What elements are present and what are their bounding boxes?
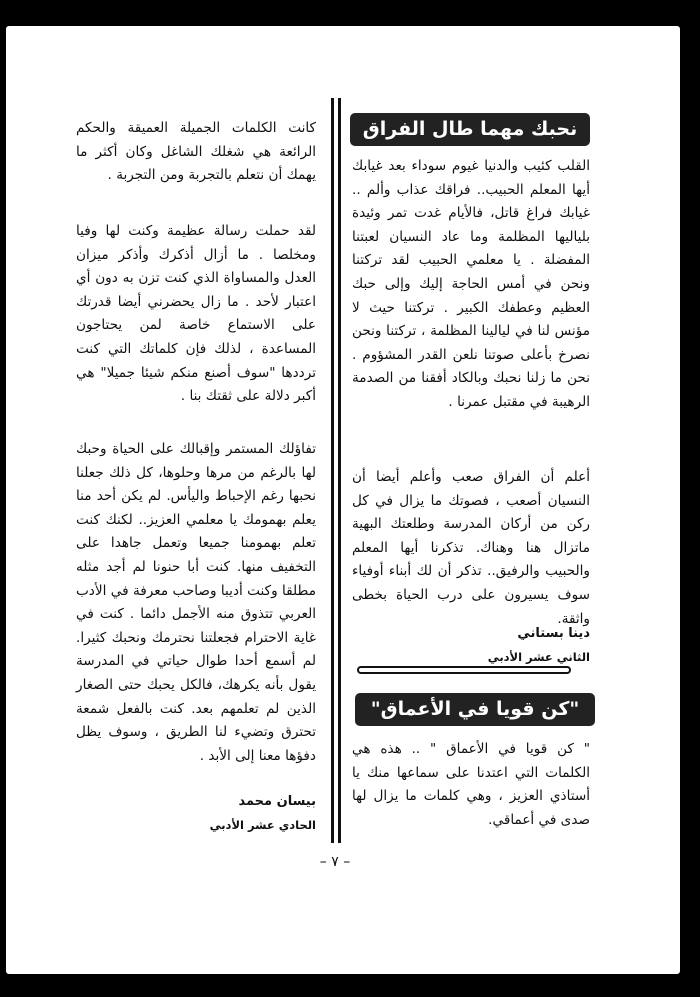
article-body [76, 117, 316, 188]
paragraph: لقد حملت رسالة عظيمة وكنت لها وفيا ومخلصا . ما أزال أذكرك وأذكر ميزان العدل والمساواة الذي كنت تزن به دون أي اعتبار لأحد . ما زال يحضرني أيضا قدرتك على الاستماع خاصة لمن يحتاجون المساعدة ، لذلك فإن كلماتك التي كنت ترددها "سوف أصنع منكم شيئا جميلا" هي أكبر دلالة على ثقتك بنا . [76, 223, 316, 405]
author-signature [352, 622, 590, 669]
article-body [76, 220, 316, 409]
section-divider [357, 666, 571, 674]
article-body [352, 738, 590, 832]
article-body [352, 155, 590, 415]
column-rule [331, 98, 334, 843]
paragraph: القلب كئيب والدنيا غيوم سوداء بعد غيابك أيها المعلم الحبيب.. فراقك عذاب وألم .. غيابك فراغ قاتل، فالأيام غدت تمر وئيدة بلياليها المظلمة وما عاد النسيان لعبتنا المفضلة . يا معلمي الحبيب لقد تركتنا ونحن في أمس الحاجة إليك وإلى حبك العظيم وعطفك الكبير . تركتنا حيث لا مؤنس لنا في ليالينا المظلمة ، تركتنا ونحن نصرخ بأعلى صوتنا نلعن القدر المشؤوم . نحن ما زلنا نحبك وبالكاد أفقنا من الصدمة الرهيبة في مقتبل عمرنا . [352, 158, 590, 410]
article-title-banner: نحبك مهما طال الفراق [350, 113, 590, 146]
article-title-banner: "كن قويا في الأعماق" [355, 693, 595, 726]
article-body [76, 438, 316, 768]
paragraph: كانت الكلمات الجميلة العميقة والحكم الرائعة هي شغلك الشاغل وكان أكثر ما يهمك أن نتعلم بالتجربة ومن التجربة . [76, 120, 316, 184]
paragraph: أعلم أن الفراق صعب وأعلم أيضا أن النسيان أصعب ، فصوتك ما يزال في كل ركن من أركان المدرسة وطلعتك البهية ماتزال هنا وهناك. تذكرنا أيها المعلم والحبيب والرفيق.. تذكر أن لك أبناء أوفياء سوف يسيرون على درب الحياة بخطى واثقة. [352, 469, 590, 627]
author-name: دينا بستاني [517, 626, 590, 641]
paragraph: " كن قويا في الأعماق " .. هذه هي الكلمات التي اعتدنا على سماعها منك يا أستاذي العزيز ، وهي كلمات ما يزال لها صدى في أعماقي. [352, 741, 590, 828]
article-body [352, 466, 590, 631]
author-class: الحادي عشر الأدبي [209, 817, 316, 832]
paragraph: تفاؤلك المستمر وإقبالك على الحياة وحبك لها بالرغم من مرها وحلوها، كل ذلك جعلنا نحبها رغم الإحباط واليأس. لم يكن أحد منا يعلم بهمومك يا معلمي العزيز.. لكنك كنت تعلم بهمومنا جميعا وتعمل جاهدا على التخفيف منها. كنت أبا حنونا لم أجد مثله مطلقا وكنت أديبا وصاحب معرفة في الأدب العربي تتذوق منه الأجمل دائما . كنت في غاية الاحترام فجعلتنا نحترمك ونحبك كثيرا. لم أسمع أحدا طوال حياتي في المدرسة يقول بأنه يكرهك، فالكل يحبك حتى الصغار الذين لم تعلمهم بعد. كنت بالفعل شمعة تحترق وتضيء لنا الطريق ، وسوف يظل دفؤها معنا إلى الأبد . [76, 441, 316, 764]
column-rule [338, 98, 341, 843]
author-class: الثاني عشر الأدبي [487, 649, 590, 664]
page-number: – ٧ – [319, 854, 351, 870]
author-name: بيسان محمد [238, 794, 316, 809]
author-signature [76, 790, 316, 837]
